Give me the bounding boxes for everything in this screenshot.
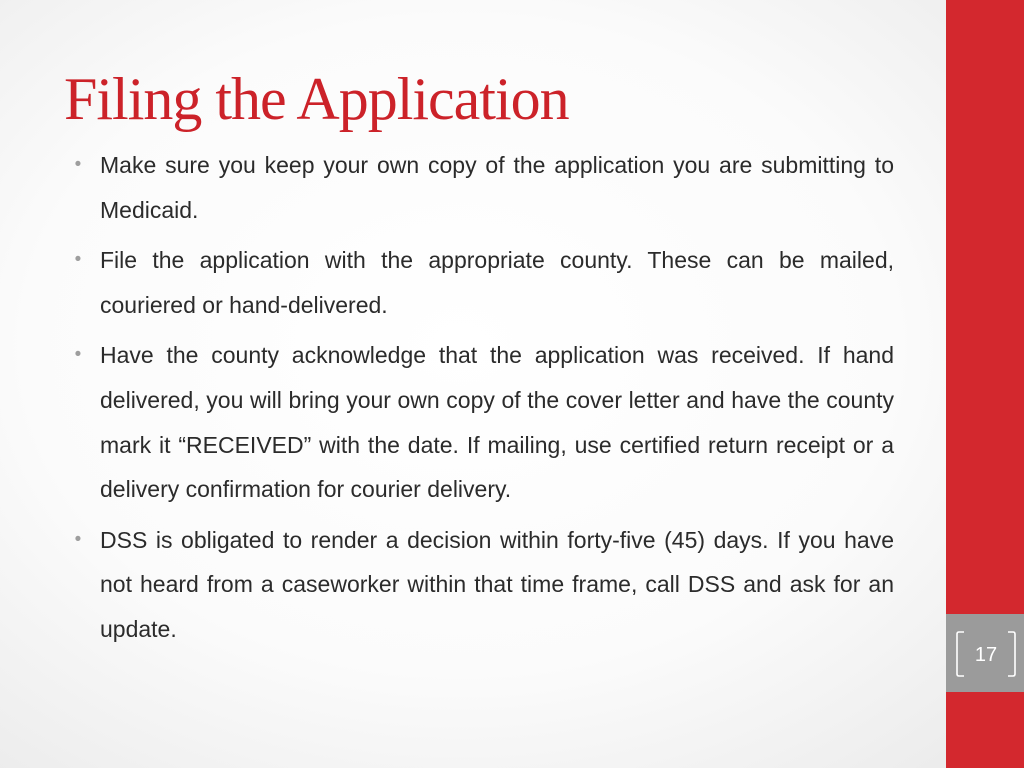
bullet-item	[72, 333, 894, 511]
page-number: 17	[974, 644, 998, 666]
bullet-text: Make sure you keep your own copy of the application you are submitting to Medicaid.	[100, 152, 894, 223]
bullet-dot-icon: •	[74, 154, 82, 175]
slide-title: Filing the Application	[64, 66, 569, 132]
bullet-item	[72, 518, 894, 652]
bullet-list	[72, 143, 894, 658]
bullet-item	[72, 143, 894, 232]
bullet-dot-icon: •	[74, 249, 82, 271]
bullet-item	[72, 238, 894, 327]
bullet-dot-icon: •	[74, 528, 82, 550]
bullet-dot-icon: •	[74, 344, 82, 366]
bullet-text: File the application with the appropriate county. These can be mailed, couriered or hand-delivered.	[100, 247, 894, 318]
bullet-text: DSS is obligated to render a decision within forty-five (45) days. If you have not heard from a caseworker within that time frame, call DSS and ask for an update.	[100, 526, 894, 642]
bullet-text: Have the county acknowledge that the application was received. If hand delivered, you will bring your own copy of the cover letter and have the county mark it “RECEIVED” with the date. If mailing, use certified return receipt or a delivery confirmation for courier delivery.	[100, 342, 894, 503]
